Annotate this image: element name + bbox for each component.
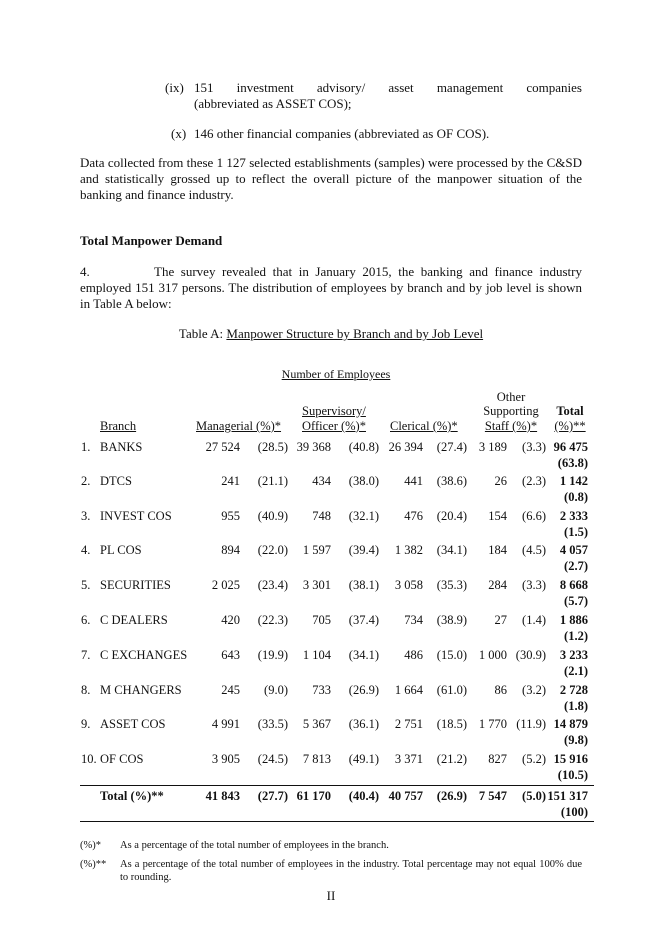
cell-no: 1. (81, 440, 91, 454)
cell-o: 284 (488, 578, 507, 592)
paragraph-text: The survey revealed that in January 2015, the banking and finance industry (154, 264, 582, 279)
cell-no: 9. (81, 717, 91, 731)
cell-op: (5.2) (522, 752, 546, 766)
cell-o: 27 (494, 613, 507, 627)
cell-total-pct: (1.5) (564, 525, 588, 539)
cell-c: 3 371 (394, 752, 423, 766)
cell-cp: (15.0) (436, 648, 467, 662)
cell-m: 241 (221, 474, 240, 488)
cell-sp: (40.8) (348, 440, 379, 454)
cell-cp: (38.9) (436, 613, 467, 627)
cell-m: 41 843 (205, 789, 240, 803)
cell-mp: (21.1) (257, 474, 288, 488)
cell-mp: (22.0) (257, 543, 288, 557)
cell-total: 2 728 (559, 683, 588, 697)
cell-cp: (61.0) (436, 683, 467, 697)
cell-total-pct: (1.8) (564, 699, 588, 713)
cell-o: 184 (488, 543, 507, 557)
cell-cp: (21.2) (436, 752, 467, 766)
cell-sp: (37.4) (348, 613, 379, 627)
cell-branch: ASSET COS (100, 717, 166, 731)
cell-total-pct: (100) (560, 805, 588, 819)
cell-op: (5.0) (522, 789, 546, 803)
cell-op: (30.9) (515, 648, 546, 662)
cell-total: 1 886 (559, 613, 588, 627)
cell-o: 7 547 (478, 789, 507, 803)
cell-s: 748 (312, 509, 331, 523)
cell-total-pct: (1.2) (564, 629, 588, 643)
cell-o: 3 189 (478, 440, 507, 454)
cell-mp: (28.5) (257, 440, 288, 454)
cell-mp: (27.7) (257, 789, 288, 803)
caption-title: Manpower Structure by Branch and by Job Level (226, 326, 484, 341)
header-managerial: Managerial (%)* (196, 419, 282, 433)
cell-sp: (38.0) (348, 474, 379, 488)
cell-m: 2 025 (211, 578, 240, 592)
header-other: Other (496, 390, 526, 404)
section-heading: Total Manpower Demand (80, 233, 223, 248)
cell-mp: (23.4) (257, 578, 288, 592)
cell-c: 40 757 (388, 789, 423, 803)
cell-op: (3.3) (522, 578, 546, 592)
cell-mp: (40.9) (257, 509, 288, 523)
cell-total: 96 475 (553, 440, 588, 454)
cell-total: 14 879 (553, 717, 588, 731)
cell-s: 39 368 (296, 440, 331, 454)
cell-c: 734 (404, 613, 423, 627)
cell-op: (6.6) (522, 509, 546, 523)
cell-total: 151 317 (547, 789, 588, 803)
cell-total-pct: (2.1) (564, 664, 588, 678)
footnote-mark: (%)** (80, 859, 107, 870)
paragraph-number: 4. (80, 264, 90, 279)
cell-mp: (22.3) (257, 613, 288, 627)
cell-no: 5. (81, 578, 91, 592)
cell-total: 1 142 (559, 474, 588, 488)
cell-sp: (40.4) (348, 789, 379, 803)
header-total: Total (556, 404, 584, 418)
cell-cp: (38.6) (436, 474, 467, 488)
cell-op: (3.2) (522, 683, 546, 697)
cell-total-pct: (5.7) (564, 594, 588, 608)
cell-branch: M CHANGERS (100, 683, 182, 697)
cell-o: 26 (494, 474, 507, 488)
cell-sp: (39.4) (348, 543, 379, 557)
cell-op: (4.5) (522, 543, 546, 557)
cell-o: 154 (488, 509, 507, 523)
footnote-text: As a percentage of the total number of employees in the branch. (120, 840, 389, 851)
cell-c: 2 751 (394, 717, 423, 731)
footnote-mark: (%)* (80, 840, 101, 851)
cell-s: 705 (312, 613, 331, 627)
cell-branch: C DEALERS (100, 613, 168, 627)
cell-s: 7 813 (302, 752, 331, 766)
cell-no: 2. (81, 474, 91, 488)
cell-branch: Total (%)** (100, 789, 164, 803)
cell-s: 733 (312, 683, 331, 697)
cell-m: 4 991 (211, 717, 240, 731)
cell-m: 3 905 (211, 752, 240, 766)
cell-sp: (49.1) (348, 752, 379, 766)
cell-total: 15 916 (553, 752, 588, 766)
cell-c: 441 (404, 474, 423, 488)
cell-no: 6. (81, 613, 91, 627)
cell-m: 245 (221, 683, 240, 697)
header-clerical: Clerical (%)* (390, 419, 458, 433)
list-item-text: 146 other financial companies (abbreviated as OF COS). (194, 126, 490, 141)
cell-branch: PL COS (100, 543, 142, 557)
cell-total-pct: (0.8) (564, 490, 588, 504)
header-supporting: Supporting (483, 404, 539, 418)
cell-c: 1 382 (394, 543, 423, 557)
cell-total: 3 233 (559, 648, 588, 662)
cell-op: (2.3) (522, 474, 546, 488)
cell-mp: (9.0) (264, 683, 288, 697)
page-number: II (326, 888, 336, 903)
cell-cp: (34.1) (436, 543, 467, 557)
cell-c: 1 664 (394, 683, 423, 697)
cell-no: 7. (81, 648, 91, 662)
footnote-text: As a percentage of the total number of employees in the industry. Total percentage may not equal 100% due to rounding. (120, 859, 582, 883)
cell-total-pct: (63.8) (557, 456, 588, 470)
cell-total: 4 057 (559, 543, 588, 557)
cell-s: 61 170 (296, 789, 331, 803)
cell-cp: (35.3) (436, 578, 467, 592)
cell-o: 1 770 (478, 717, 507, 731)
cell-cp: (27.4) (436, 440, 467, 454)
cell-mp: (19.9) (257, 648, 288, 662)
cell-mp: (24.5) (257, 752, 288, 766)
header-branch: Branch (100, 419, 137, 433)
cell-total-pct: (10.5) (557, 768, 588, 782)
cell-o: 86 (494, 683, 507, 697)
cell-branch: INVEST COS (100, 509, 172, 523)
paragraph-data-collection: Data collected from these 1 127 selected establishments (samples) were processed by the C&SD and statistically grossed up to reflect the overall picture of the manpower situation of the banking and finance industry. (80, 155, 582, 202)
cell-s: 1 104 (302, 648, 331, 662)
cell-cp: (18.5) (436, 717, 467, 731)
total-rule-top (80, 785, 594, 786)
cell-sp: (26.9) (348, 683, 379, 697)
cell-total-pct: (9.8) (564, 733, 588, 747)
cell-cp: (26.9) (436, 789, 467, 803)
cell-o: 1 000 (478, 648, 507, 662)
table-caption (0, 326, 662, 342)
cell-branch: C EXCHANGES (100, 648, 188, 662)
cell-total-pct: (2.7) (564, 559, 588, 573)
cell-no: 8. (81, 683, 91, 697)
list-marker: (ix) (165, 80, 184, 95)
paragraph-text: employed 151 317 persons. The distribution of employees by branch and by job level is shown in Table A below: (80, 280, 582, 311)
super-header: Number of Employees (281, 367, 391, 381)
cell-s: 3 301 (302, 578, 331, 592)
cell-cp: (20.4) (436, 509, 467, 523)
cell-m: 643 (221, 648, 240, 662)
cell-c: 476 (404, 509, 423, 523)
cell-branch: SECURITIES (100, 578, 171, 592)
cell-sp: (32.1) (348, 509, 379, 523)
cell-no: 4. (81, 543, 91, 557)
cell-c: 26 394 (388, 440, 423, 454)
cell-branch: DTCS (100, 474, 132, 488)
cell-op: (1.4) (522, 613, 546, 627)
cell-branch: BANKS (100, 440, 143, 454)
cell-no: 3. (81, 509, 91, 523)
cell-sp: (38.1) (348, 578, 379, 592)
caption-prefix: Table A: (178, 326, 227, 341)
cell-mp: (33.5) (257, 717, 288, 731)
header-total-pct: (%)** (554, 419, 586, 433)
cell-branch: OF COS (100, 752, 144, 766)
cell-sp: (36.1) (348, 717, 379, 731)
header-staff: Staff (%)* (484, 419, 538, 433)
cell-o: 827 (488, 752, 507, 766)
cell-c: 486 (404, 648, 423, 662)
cell-m: 955 (221, 509, 240, 523)
cell-c: 3 058 (394, 578, 423, 592)
list-item-text: 151 investment advisory/ asset management companies (194, 80, 582, 95)
cell-op: (11.9) (516, 717, 546, 731)
cell-m: 894 (221, 543, 240, 557)
cell-s: 434 (312, 474, 331, 488)
cell-op: (3.3) (522, 440, 546, 454)
cell-m: 27 524 (205, 440, 240, 454)
cell-no: 10. (81, 752, 97, 766)
cell-sp: (34.1) (348, 648, 379, 662)
total-rule-bottom (80, 821, 594, 822)
header-supervisory: Supervisory/ (302, 404, 366, 418)
cell-s: 1 597 (302, 543, 331, 557)
header-officer: Officer (%)* (302, 419, 366, 433)
cell-m: 420 (221, 613, 240, 627)
cell-total: 8 668 (559, 578, 588, 592)
list-item-text: (abbreviated as ASSET COS); (194, 96, 352, 111)
cell-s: 5 367 (302, 717, 331, 731)
cell-total: 2 333 (559, 509, 588, 523)
list-marker: (x) (171, 126, 187, 141)
